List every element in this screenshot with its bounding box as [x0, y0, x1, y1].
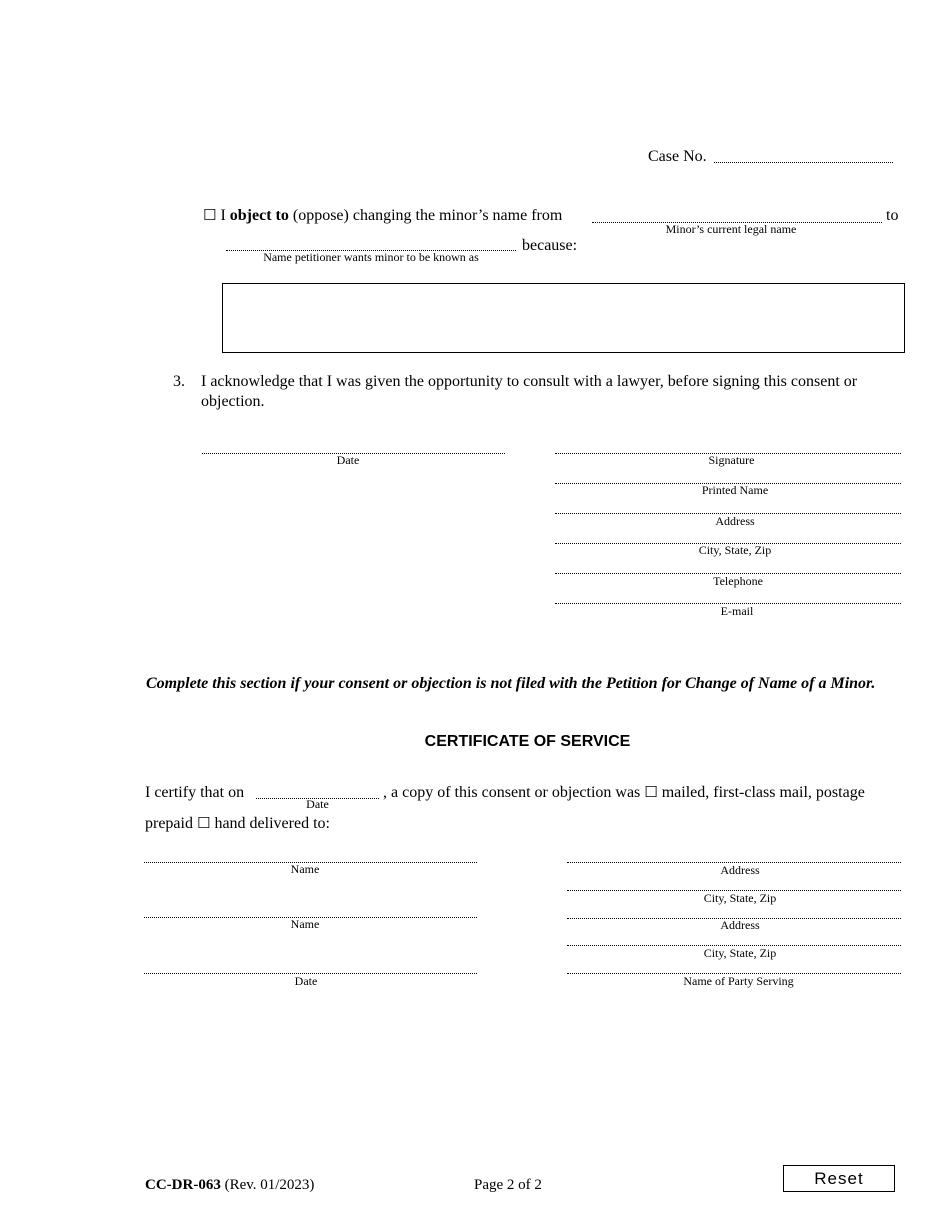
acknowledge-line-2: objection. — [201, 393, 265, 410]
served-city-2-label: City, State, Zip — [703, 946, 777, 960]
to-text: to — [886, 207, 899, 224]
served-name-2-label: Name — [290, 917, 320, 931]
current-name-label: Minor’s current legal name — [665, 222, 797, 236]
served-address-2-label: Address — [720, 918, 760, 932]
printed-name-label: Printed Name — [701, 483, 769, 497]
objection-line — [203, 206, 562, 225]
service-date-label: Date — [306, 797, 329, 811]
desired-name-label: Name petitioner wants minor to be known as — [263, 250, 479, 264]
section-note: Complete this section if your consent or objection is not filed with the Petition for Change of Name of a Minor. — [146, 675, 876, 692]
hand-delivered-text: hand delivered to: — [214, 815, 330, 832]
reset-button[interactable]: Reset — [783, 1165, 895, 1192]
item-number: 3. — [173, 373, 185, 390]
mailed-checkbox[interactable]: ☐ — [644, 783, 658, 801]
objection-text: (oppose) changing the minor’s name from — [292, 207, 563, 224]
form-id — [145, 1176, 314, 1195]
service-date-2-label: Date — [294, 974, 318, 988]
served-name-1-label: Name — [290, 862, 320, 876]
certificate-title: CERTIFICATE OF SERVICE — [424, 733, 631, 750]
served-address-1-label: Address — [720, 863, 760, 877]
because-text: because: — [522, 237, 578, 254]
reason-textbox[interactable] — [222, 283, 905, 353]
case-no-label: Case No. — [648, 148, 707, 165]
telephone-label: Telephone — [713, 574, 763, 588]
certify-line-2 — [145, 814, 330, 833]
objection-i: I — [220, 207, 226, 224]
mailed-text: mailed, first-class mail, postage — [661, 784, 865, 801]
city-state-zip-label: City, State, Zip — [698, 543, 772, 557]
address-label: Address — [715, 514, 755, 528]
form-revision: (Rev. 01/2023) — [224, 1177, 315, 1193]
form-number: CC-DR-063 — [145, 1177, 221, 1193]
certify-mid — [383, 783, 865, 802]
case-no-field[interactable] — [714, 152, 893, 163]
certify-mid-text: , a copy of this consent or objection was — [383, 784, 641, 801]
email-label: E-mail — [720, 604, 754, 618]
prepaid-text: prepaid — [145, 815, 193, 832]
acknowledge-line-1: I acknowledge that I was given the opportunity to consult with a lawyer, before signing this consent or — [201, 373, 858, 390]
object-checkbox[interactable]: ☐ — [203, 206, 217, 224]
served-city-1-label: City, State, Zip — [703, 891, 777, 905]
object-to-text: object to — [229, 207, 289, 224]
hand-delivered-checkbox[interactable]: ☐ — [196, 814, 211, 832]
date-label: Date — [336, 453, 360, 467]
signature-label: Signature — [708, 453, 755, 467]
page-number: Page 2 of 2 — [474, 1177, 542, 1193]
party-serving-label: Name of Party Serving — [683, 974, 794, 988]
certify-start: I certify that on — [145, 784, 245, 801]
